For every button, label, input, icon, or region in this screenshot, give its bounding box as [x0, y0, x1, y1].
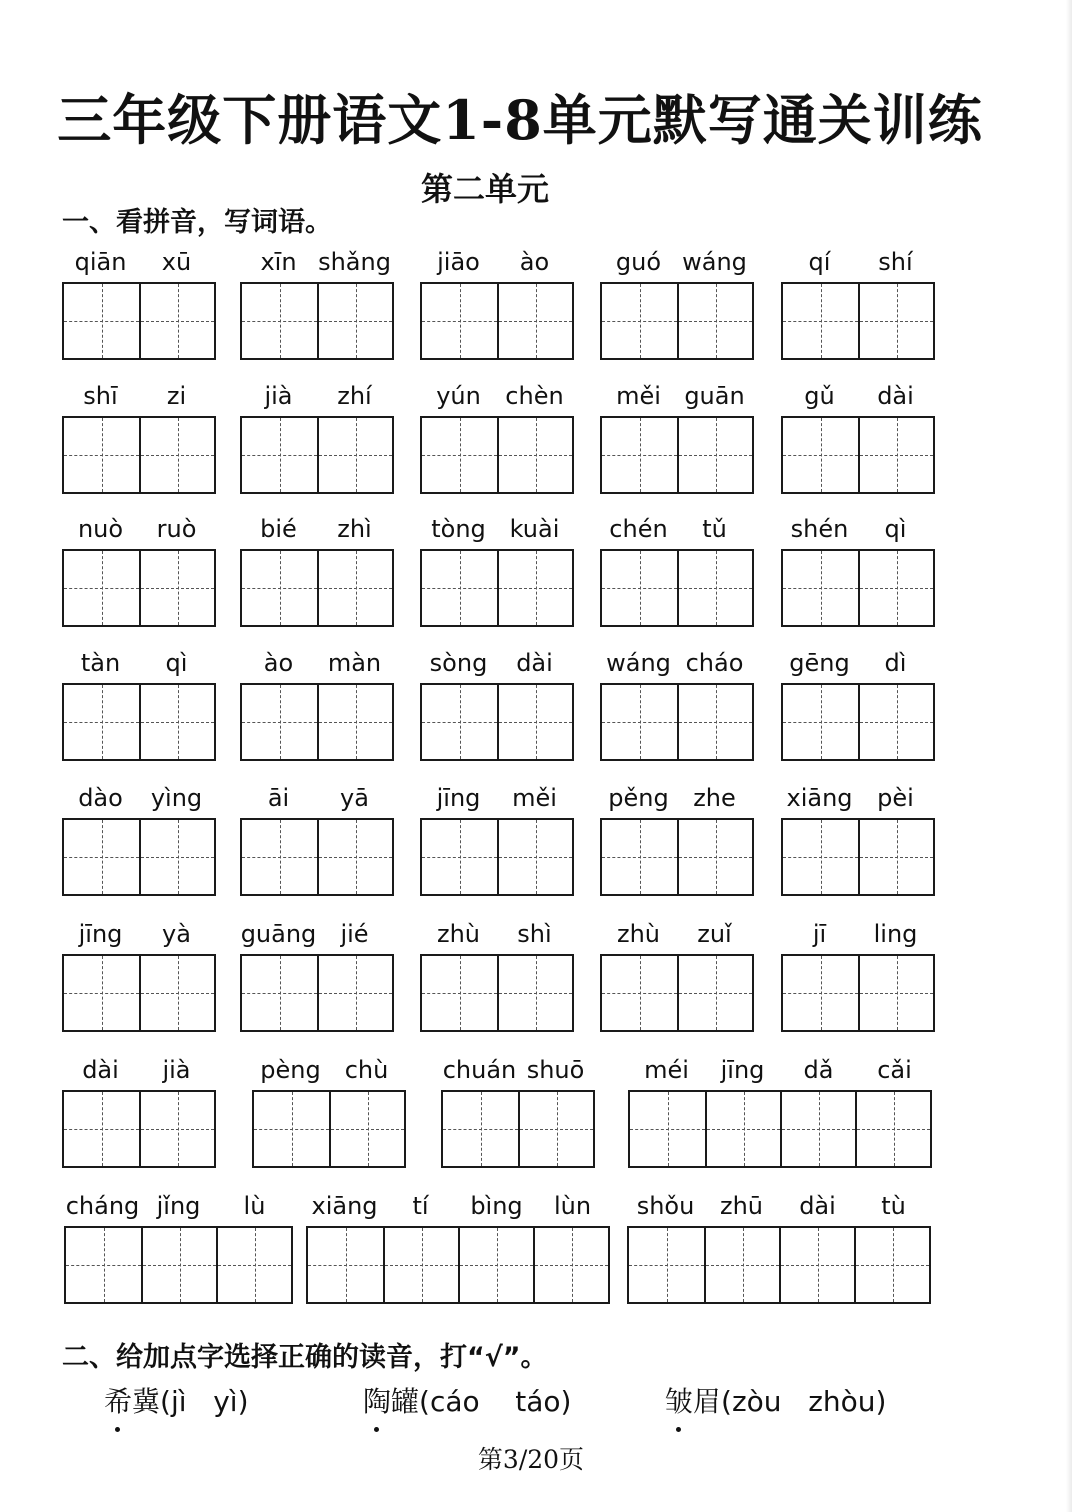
pinyin-syllable: dǎ	[803, 1056, 834, 1084]
writing-cell[interactable]	[858, 551, 933, 625]
unit-heading: 第二单元	[420, 170, 549, 208]
tianzige-boxes	[600, 954, 754, 1032]
writing-cell[interactable]	[64, 820, 139, 894]
pinyin-syllable: chén	[609, 515, 668, 543]
pinyin-syllable: gēng	[789, 649, 850, 677]
writing-cell[interactable]	[497, 956, 572, 1030]
word-row	[0, 246, 1080, 366]
word-row	[0, 918, 1080, 1038]
tianzige-boxes	[240, 416, 394, 494]
pinyin-syllable: tàn	[80, 649, 121, 677]
tianzige-boxes	[62, 549, 216, 627]
writing-cell[interactable]	[783, 685, 858, 759]
writing-cell[interactable]	[422, 418, 497, 492]
pinyin-syllable: guāng	[240, 920, 317, 948]
pinyin-syllable: pěng	[608, 784, 669, 812]
tianzige-boxes	[62, 683, 216, 761]
tianzige-boxes	[62, 416, 216, 494]
tianzige-boxes	[420, 282, 574, 360]
writing-cell[interactable]	[216, 1228, 291, 1302]
pinyin-syllable: yā	[340, 784, 369, 812]
worksheet-title: 三年级下册语文1-8单元默写通关训练	[57, 88, 983, 152]
writing-cell[interactable]	[66, 1228, 141, 1302]
tianzige-boxes	[441, 1090, 595, 1168]
pinyin-syllable: guó	[615, 248, 662, 276]
writing-cell[interactable]	[139, 820, 214, 894]
writing-cell[interactable]	[443, 1092, 518, 1166]
pinyin-syllable: shǎng	[318, 248, 391, 276]
writing-cell[interactable]	[139, 956, 214, 1030]
pinyin-syllable: tòng	[431, 515, 486, 543]
pinyin-syllable: shì	[517, 920, 552, 948]
pinyin-syllable: dài	[877, 382, 914, 410]
writing-cell[interactable]	[422, 284, 497, 358]
pinyin-syllable: zi	[166, 382, 187, 410]
writing-cell[interactable]	[855, 1092, 930, 1166]
writing-cell[interactable]	[602, 685, 677, 759]
writing-cell[interactable]	[602, 284, 677, 358]
writing-cell[interactable]	[139, 551, 214, 625]
word-rest: 眉	[693, 1385, 722, 1418]
tianzige-boxes	[62, 954, 216, 1032]
writing-cell[interactable]	[317, 551, 392, 625]
pinyin-syllable: tí	[412, 1192, 429, 1220]
pinyin-syllable: dài	[516, 649, 553, 677]
pinyin-syllable: sòng	[429, 649, 488, 677]
writing-cell[interactable]	[317, 284, 392, 358]
pinyin-syllable: xiāng	[786, 784, 853, 812]
pinyin-syllable: wáng	[606, 649, 671, 677]
writing-cell[interactable]	[64, 1092, 139, 1166]
pinyin-syllable: zhū	[719, 1192, 764, 1220]
word-row	[0, 380, 1080, 500]
pinyin-syllable: xū	[161, 248, 192, 276]
tianzige-boxes	[62, 1090, 216, 1168]
dotted-character: 皱	[665, 1385, 693, 1418]
writing-cell[interactable]	[242, 284, 317, 358]
writing-cell[interactable]	[602, 418, 677, 492]
writing-cell[interactable]	[677, 284, 752, 358]
writing-cell[interactable]	[854, 1228, 929, 1302]
writing-cell[interactable]	[783, 551, 858, 625]
pinyin-syllable: shī	[83, 382, 118, 410]
pronunciation-item	[665, 1380, 886, 1420]
reading-options[interactable]: (cáo táo)	[419, 1385, 572, 1418]
tianzige-boxes	[240, 282, 394, 360]
writing-cell[interactable]	[779, 1228, 854, 1302]
tianzige-boxes	[781, 549, 935, 627]
tianzige-boxes	[420, 818, 574, 896]
writing-cell[interactable]	[254, 1092, 329, 1166]
writing-cell[interactable]	[858, 685, 933, 759]
pinyin-syllable: jǐng	[156, 1192, 201, 1220]
pinyin-syllable: zuǐ	[697, 920, 732, 948]
writing-cell[interactable]	[64, 551, 139, 625]
writing-cell[interactable]	[497, 685, 572, 759]
pinyin-syllable: jià	[264, 382, 293, 410]
writing-cell[interactable]	[64, 284, 139, 358]
writing-cell[interactable]	[783, 956, 858, 1030]
pronunciation-item	[363, 1380, 571, 1420]
writing-cell[interactable]	[141, 1228, 216, 1302]
pinyin-syllable: zhe	[693, 784, 736, 812]
writing-cell[interactable]	[497, 284, 572, 358]
writing-cell[interactable]	[497, 820, 572, 894]
tianzige-boxes	[781, 282, 935, 360]
word-rest: 罐	[391, 1385, 420, 1418]
pinyin-syllable: jī	[812, 920, 827, 948]
tianzige-boxes	[62, 282, 216, 360]
pinyin-syllable: chuán	[442, 1056, 517, 1084]
writing-cell[interactable]	[317, 685, 392, 759]
section2-heading: 二、给加点字选择正确的读音，打“√”。	[62, 1342, 548, 1373]
writing-cell[interactable]	[677, 685, 752, 759]
page-number: 第3/20页	[477, 1445, 585, 1474]
pinyin-syllable: yà	[162, 920, 191, 948]
writing-cell[interactable]	[783, 418, 858, 492]
writing-cell[interactable]	[677, 551, 752, 625]
tianzige-boxes	[781, 683, 935, 761]
tianzige-boxes	[240, 683, 394, 761]
writing-cell[interactable]	[858, 956, 933, 1030]
pinyin-syllable: zhí	[337, 382, 372, 410]
writing-cell[interactable]	[704, 1228, 779, 1302]
pinyin-syllable: cháo	[685, 649, 744, 677]
writing-cell[interactable]	[422, 685, 497, 759]
writing-cell[interactable]	[602, 820, 677, 894]
pinyin-syllable: jīng	[436, 784, 481, 812]
tianzige-boxes	[252, 1090, 406, 1168]
tianzige-boxes	[240, 818, 394, 896]
tianzige-boxes	[306, 1226, 610, 1304]
pinyin-syllable: gǔ	[804, 382, 835, 410]
pinyin-syllable: ào	[263, 649, 294, 677]
pinyin-syllable: ruò	[156, 515, 197, 543]
tianzige-boxes	[628, 1090, 932, 1168]
writing-cell[interactable]	[705, 1092, 780, 1166]
writing-cell[interactable]	[317, 820, 392, 894]
emphasis-dot	[115, 1427, 120, 1432]
pinyin-syllable: ling	[873, 920, 918, 948]
pinyin-syllable: qì	[165, 649, 188, 677]
pinyin-syllable: cháng	[65, 1192, 140, 1220]
writing-cell[interactable]	[242, 820, 317, 894]
writing-cell[interactable]	[783, 284, 858, 358]
tianzige-boxes	[600, 683, 754, 761]
dotted-character: 陶	[363, 1385, 391, 1418]
writing-cell[interactable]	[242, 418, 317, 492]
pinyin-syllable: tǔ	[702, 515, 727, 543]
writing-cell[interactable]	[518, 1092, 593, 1166]
tianzige-boxes	[781, 818, 935, 896]
pinyin-syllable: shí	[878, 248, 913, 276]
pinyin-syllable: màn	[327, 649, 382, 677]
tianzige-boxes	[600, 818, 754, 896]
pinyin-syllable: guān	[684, 382, 745, 410]
writing-cell[interactable]	[533, 1228, 608, 1302]
pinyin-syllable: shén	[790, 515, 849, 543]
writing-cell[interactable]	[602, 956, 677, 1030]
pinyin-syllable: āi	[267, 784, 290, 812]
pronunciation-questions	[0, 1380, 1080, 1420]
pinyin-syllable: jià	[162, 1056, 191, 1084]
pinyin-syllable: xīn	[260, 248, 297, 276]
tianzige-boxes	[600, 282, 754, 360]
writing-cell[interactable]	[64, 956, 139, 1030]
pinyin-syllable: nuò	[77, 515, 124, 543]
tianzige-boxes	[627, 1226, 931, 1304]
tianzige-boxes	[420, 549, 574, 627]
pinyin-syllable: qí	[808, 248, 831, 276]
emphasis-dot	[374, 1427, 379, 1432]
section1-heading: 一、看拼音，写词语。	[62, 207, 332, 238]
tianzige-boxes	[420, 416, 574, 494]
pinyin-syllable: xiāng	[311, 1192, 378, 1220]
pronunciation-item	[104, 1380, 249, 1420]
pinyin-syllable: jīng	[78, 920, 123, 948]
writing-cell[interactable]	[242, 956, 317, 1030]
pinyin-syllable: yìng	[150, 784, 203, 812]
word-row	[0, 1190, 1080, 1310]
pinyin-syllable: kuài	[509, 515, 560, 543]
pinyin-syllable: pèi	[877, 784, 914, 812]
emphasis-dot	[676, 1427, 681, 1432]
writing-cell[interactable]	[64, 685, 139, 759]
pinyin-syllable: zhì	[337, 515, 372, 543]
pinyin-syllable: qì	[884, 515, 907, 543]
writing-cell[interactable]	[422, 956, 497, 1030]
writing-cell[interactable]	[317, 418, 392, 492]
pinyin-syllable: méi	[644, 1056, 689, 1084]
writing-cell[interactable]	[858, 418, 933, 492]
pinyin-syllable: měi	[512, 784, 557, 812]
writing-cell[interactable]	[629, 1228, 704, 1302]
writing-cell[interactable]	[329, 1092, 404, 1166]
writing-cell[interactable]	[783, 820, 858, 894]
writing-cell[interactable]	[677, 418, 752, 492]
pinyin-syllable: zhù	[436, 920, 481, 948]
pinyin-syllable: bié	[260, 515, 297, 543]
pinyin-syllable: shǒu	[636, 1192, 695, 1220]
pinyin-syllable: bìng	[470, 1192, 523, 1220]
word-rest: 冀	[132, 1385, 161, 1418]
writing-cell[interactable]	[602, 551, 677, 625]
reading-options[interactable]: (jì yì)	[160, 1385, 249, 1418]
writing-cell[interactable]	[308, 1228, 383, 1302]
tianzige-boxes	[240, 549, 394, 627]
writing-cell[interactable]	[458, 1228, 533, 1302]
pinyin-syllable: jié	[340, 920, 369, 948]
writing-cell[interactable]	[139, 284, 214, 358]
writing-cell[interactable]	[858, 820, 933, 894]
word-row	[0, 1054, 1080, 1174]
pinyin-syllable: chèn	[505, 382, 564, 410]
tianzige-boxes	[62, 818, 216, 896]
pinyin-syllable: cǎi	[877, 1056, 912, 1084]
dotted-character: 希	[104, 1385, 132, 1418]
writing-cell[interactable]	[422, 551, 497, 625]
writing-cell[interactable]	[383, 1228, 458, 1302]
pinyin-syllable: měi	[616, 382, 661, 410]
writing-cell[interactable]	[139, 1092, 214, 1166]
pinyin-syllable: yún	[436, 382, 481, 410]
pinyin-syllable: jīng	[720, 1056, 765, 1084]
writing-cell[interactable]	[317, 956, 392, 1030]
writing-cell[interactable]	[630, 1092, 705, 1166]
writing-cell[interactable]	[139, 418, 214, 492]
word-row	[0, 782, 1080, 902]
word-row	[0, 647, 1080, 767]
pinyin-syllable: lù	[243, 1192, 266, 1220]
pinyin-syllable: dì	[884, 649, 907, 677]
pinyin-syllable: pèng	[260, 1056, 321, 1084]
writing-cell[interactable]	[422, 820, 497, 894]
writing-cell[interactable]	[858, 284, 933, 358]
tianzige-boxes	[781, 416, 935, 494]
tianzige-boxes	[781, 954, 935, 1032]
pinyin-syllable: dài	[82, 1056, 119, 1084]
writing-cell[interactable]	[780, 1092, 855, 1166]
pinyin-syllable: zhù	[616, 920, 661, 948]
writing-cell[interactable]	[497, 551, 572, 625]
tianzige-boxes	[420, 683, 574, 761]
tianzige-boxes	[600, 416, 754, 494]
writing-cell[interactable]	[64, 418, 139, 492]
pinyin-syllable: wáng	[682, 248, 747, 276]
writing-cell[interactable]	[677, 956, 752, 1030]
pinyin-syllable: ào	[519, 248, 550, 276]
pinyin-syllable: jiāo	[437, 248, 480, 276]
pinyin-syllable: dài	[799, 1192, 836, 1220]
writing-cell[interactable]	[242, 551, 317, 625]
pinyin-syllable: dào	[78, 784, 123, 812]
writing-cell[interactable]	[497, 418, 572, 492]
tianzige-boxes	[240, 954, 394, 1032]
writing-cell[interactable]	[139, 685, 214, 759]
pinyin-syllable: lùn	[553, 1192, 592, 1220]
pinyin-syllable: qiān	[74, 248, 127, 276]
pinyin-syllable: tù	[881, 1192, 906, 1220]
tianzige-boxes	[64, 1226, 293, 1304]
pinyin-syllable: shuō	[526, 1056, 585, 1084]
tianzige-boxes	[600, 549, 754, 627]
pinyin-syllable: chù	[344, 1056, 389, 1084]
tianzige-boxes	[420, 954, 574, 1032]
reading-options[interactable]: (zòu zhòu)	[721, 1385, 887, 1418]
writing-cell[interactable]	[677, 820, 752, 894]
word-row	[0, 513, 1080, 633]
writing-cell[interactable]	[242, 685, 317, 759]
